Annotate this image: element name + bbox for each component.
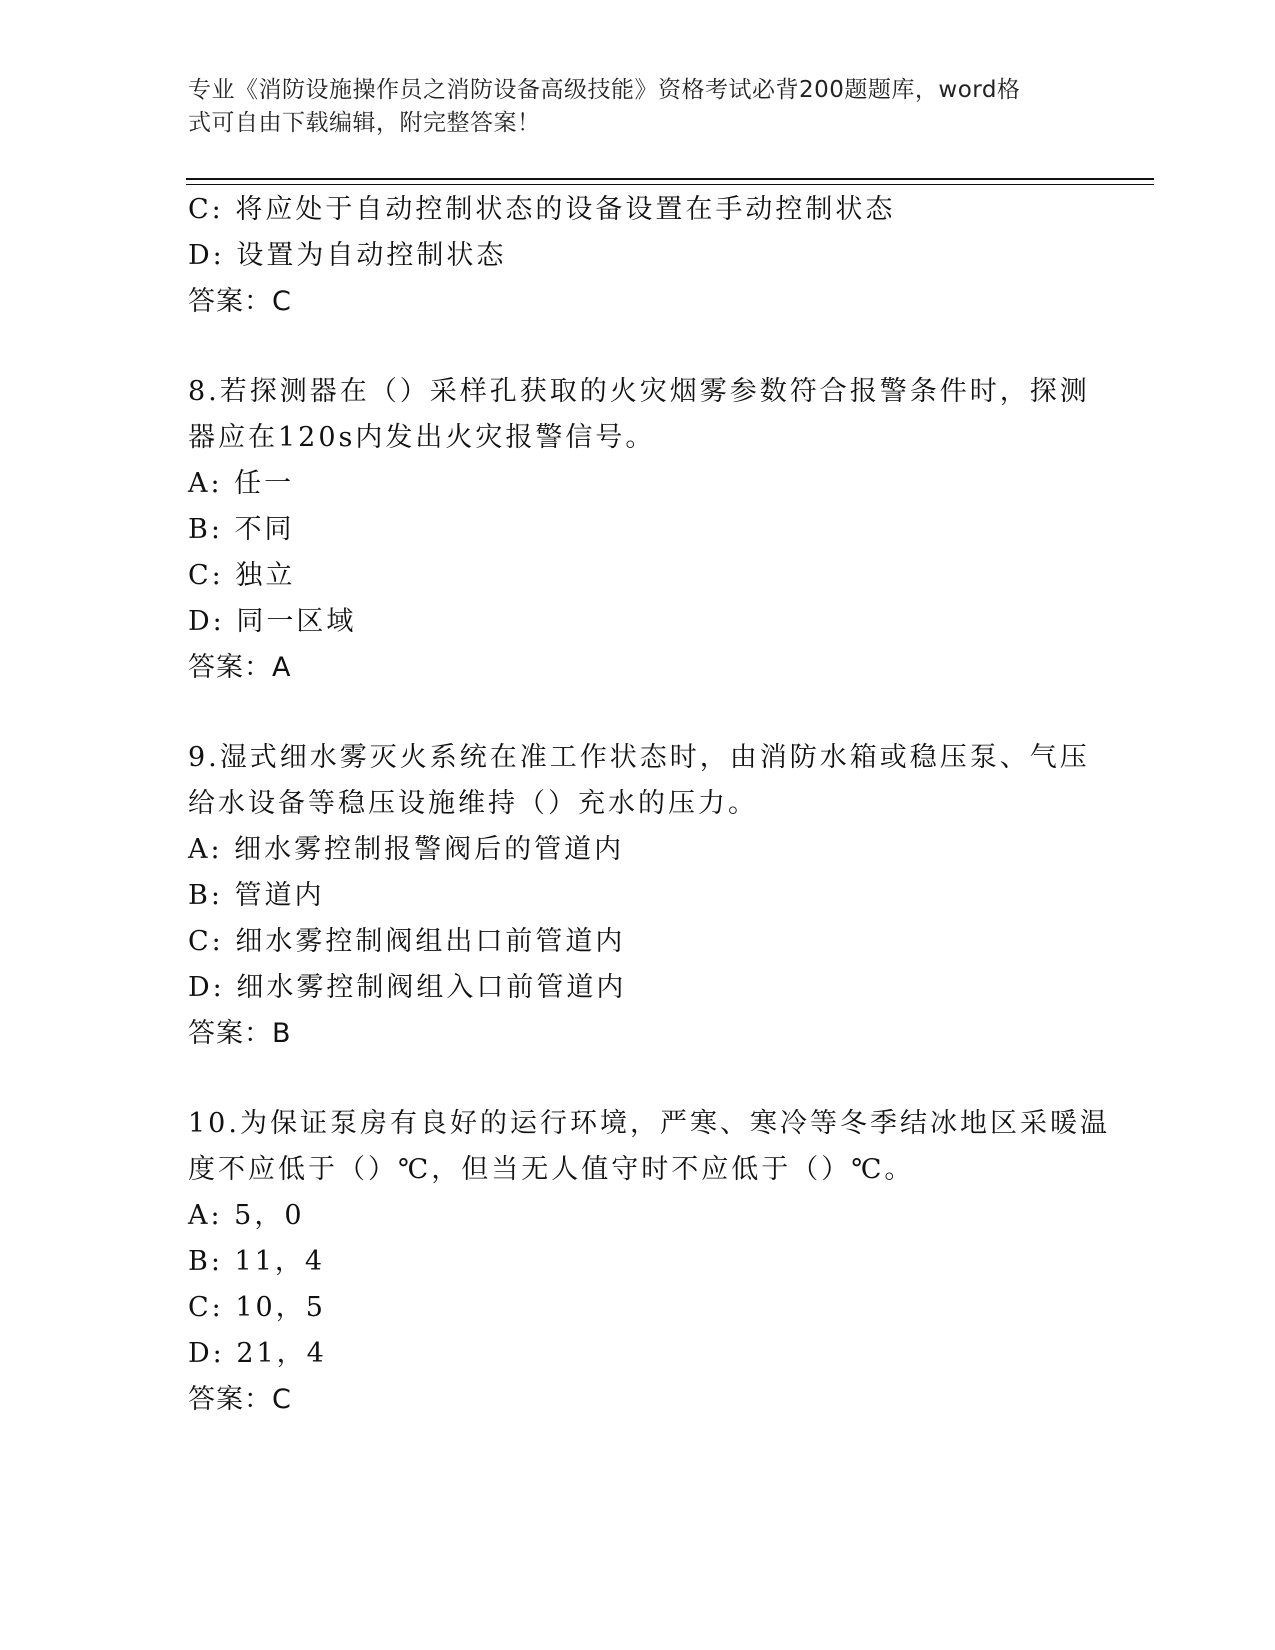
header-line-1: 专业《消防设施操作员之消防设备高级技能》资格考试必背200题题库，word格 — [188, 77, 1021, 103]
header-rule-bottom — [186, 184, 1154, 185]
question-stem-line: 度不应低于（）℃，但当无人值守时不应低于（）℃。 — [188, 1154, 915, 1185]
question-stem-line: 8.若探测器在（）采样孔获取的火灾烟雾参数符合报警条件时，探测 — [188, 376, 1090, 407]
answer-line: 答案：B — [188, 1018, 292, 1049]
option-c: C: 将应处于自动控制状态的设备设置在手动控制状态 — [188, 194, 896, 225]
option-d: D: 细水雾控制阀组入口前管道内 — [188, 972, 627, 1003]
option-a: A: 5，0 — [188, 1200, 305, 1231]
question-stem-line: 9.湿式细水雾灭火系统在准工作状态时，由消防水箱或稳压泵、气压 — [188, 742, 1090, 773]
question-10 — [188, 1101, 1110, 1423]
option-c: C: 独立 — [188, 560, 296, 591]
option-d: D: 设置为自动控制状态 — [188, 240, 507, 271]
document-header — [188, 74, 1068, 140]
option-b: B: 管道内 — [188, 880, 325, 911]
question-8 — [188, 369, 1088, 691]
header-line-2: 式可自由下载编辑，附完整答案！ — [188, 110, 541, 136]
option-b: B: 11，4 — [188, 1246, 326, 1277]
answer-line: 答案：C — [188, 1384, 292, 1415]
option-c: C: 10，5 — [188, 1292, 326, 1323]
option-c: C: 细水雾控制阀组出口前管道内 — [188, 926, 626, 957]
answer-line: 答案：C — [188, 286, 292, 317]
answer-line: 答案：A — [188, 652, 292, 683]
question-stem-line: 给水设备等稳压设施维持（）充水的压力。 — [188, 788, 758, 819]
question-content — [188, 187, 1110, 1423]
option-b: B: 不同 — [188, 514, 295, 545]
option-d: D: 21，4 — [188, 1338, 327, 1369]
header-rule-top — [186, 178, 1154, 180]
option-d: D: 同一区域 — [188, 606, 357, 637]
previous-question-fragment — [188, 187, 1088, 325]
option-a: A: 任一 — [188, 468, 295, 499]
question-stem-line: 10.为保证泵房有良好的运行环境，严寒、寒冷等冬季结冰地区采暖温 — [188, 1108, 1110, 1139]
option-a: A: 细水雾控制报警阀后的管道内 — [188, 834, 625, 865]
question-stem-line: 器应在120s内发出火灾报警信号。 — [188, 422, 656, 453]
question-9 — [188, 735, 1088, 1057]
